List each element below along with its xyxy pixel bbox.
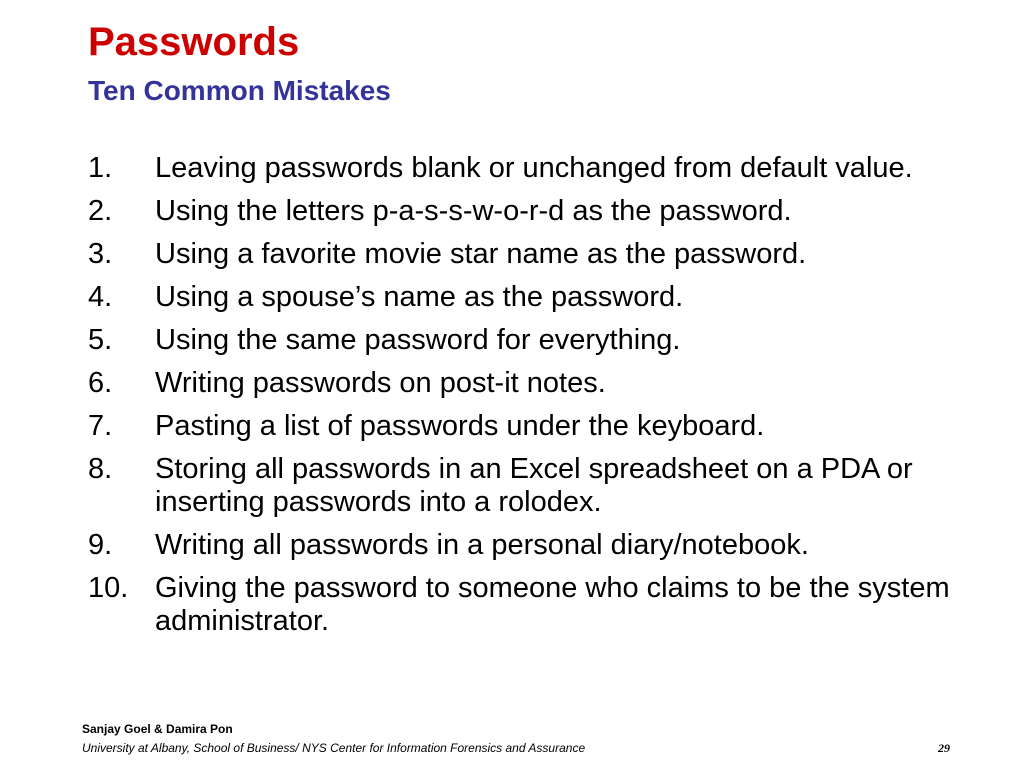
item-number: 2. xyxy=(88,195,113,227)
list-item xyxy=(88,152,968,185)
item-text: Using the letters p-a-s-s-w-o-r-d as the password. xyxy=(155,195,792,227)
list-item xyxy=(88,238,968,271)
item-text: Writing all passwords in a personal diary/notebook. xyxy=(155,529,809,561)
item-number: 6. xyxy=(88,367,113,399)
item-text: Giving the password to someone who claims to be the system administrator. xyxy=(155,572,950,637)
list-item xyxy=(88,281,968,314)
item-text: Pasting a list of passwords under the keyboard. xyxy=(155,410,765,442)
item-text: Using the same password for everything. xyxy=(155,324,681,356)
item-text: Leaving passwords blank or unchanged from default value. xyxy=(155,152,913,184)
list-item xyxy=(88,410,968,443)
item-text: Using a spouse’s name as the password. xyxy=(155,281,684,313)
list-item xyxy=(88,195,968,228)
footer-institution: University at Albany, School of Business/ NYS Center for Information Forensics and Assurance xyxy=(82,741,586,755)
mistakes-list xyxy=(88,152,968,648)
item-text: Storing all passwords in an Excel spreadsheet on a PDA or inserting passwords into a rolodex. xyxy=(155,453,913,518)
list-item xyxy=(88,324,968,357)
item-number: 10. xyxy=(88,572,129,604)
page-number: 29 xyxy=(938,741,950,755)
item-text: Using a favorite movie star name as the password. xyxy=(155,238,807,270)
item-number: 7. xyxy=(88,410,113,442)
slide-footer xyxy=(82,721,962,756)
item-text: Writing passwords on post-it notes. xyxy=(155,367,606,399)
list-item xyxy=(88,453,968,519)
footer-authors: Sanjay Goel & Damira Pon xyxy=(82,722,233,736)
item-number: 4. xyxy=(88,281,113,313)
item-number: 8. xyxy=(88,453,113,485)
list-item xyxy=(88,572,968,638)
list-item xyxy=(88,529,968,562)
item-number: 1. xyxy=(88,152,113,184)
item-number: 3. xyxy=(88,238,113,270)
list-item xyxy=(88,367,968,400)
item-number: 5. xyxy=(88,324,113,356)
slide-subtitle: Ten Common Mistakes xyxy=(88,75,391,106)
slide-title: Passwords xyxy=(88,20,300,64)
item-number: 9. xyxy=(88,529,113,561)
